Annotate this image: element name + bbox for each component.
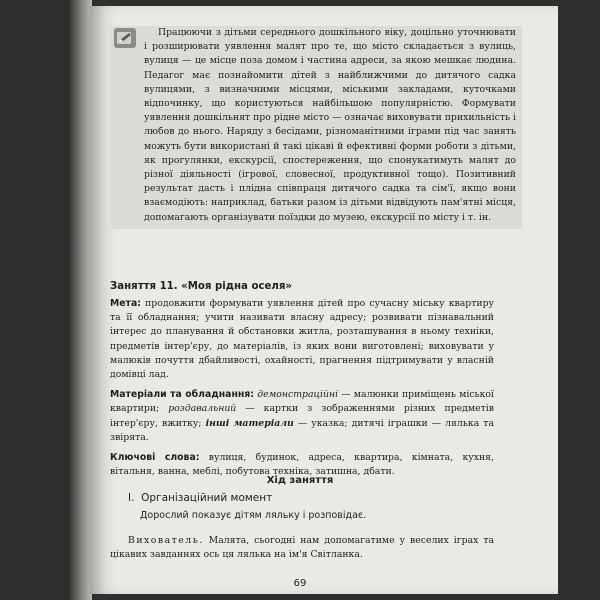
keywords-text: вулиця, будинок, адреса, квартира, кімната, кухня, вітальня, ванна, меблі, побутова техніка, затишна, дбати. xyxy=(110,452,494,478)
other-label: інші матеріали xyxy=(205,417,294,429)
goal-text: продовжити формувати уявлення дітей про сучасну міську квартиру та її обладнання; учити називати власну адресу; розвивати пізнавальний інтерес до планування й обстановки житла, розташування в ньому техніки, предметів інтер'єру, до матеріалів, із яких вони виготовлені; виховувати у малюків почуття дбайливості, охайності, прагнення підтримувати у власній домівці лад. xyxy=(110,298,494,381)
lesson-title: Заняття 11. «Моя рідна оселя» xyxy=(110,281,292,292)
goal-paragraph xyxy=(110,297,494,382)
intro-block xyxy=(110,26,522,229)
materials-paragraph xyxy=(110,388,494,445)
materials-label: Матеріали та обладнання: xyxy=(110,389,254,401)
book-spine-shadow xyxy=(70,0,92,600)
section-number: I. xyxy=(128,492,135,504)
demo-text: — малюнки приміщень міської квартири; xyxy=(110,389,494,415)
dialog-text: Малята, сьогодні нам допомагатиме у веселих іграх та цікавих завданнях ось ця лялька на ім'я Світланка. xyxy=(110,535,494,561)
section-heading xyxy=(128,492,272,504)
dialog-paragraph xyxy=(110,534,494,562)
section-title: Організаційний момент xyxy=(141,492,273,504)
handout-text: — картки з зображеннями різних предметів інтер'єру, вжитку; xyxy=(110,403,494,429)
lesson-details xyxy=(110,297,494,485)
course-heading: Хід заняття xyxy=(266,475,334,486)
handout-label: роздавальний xyxy=(168,403,237,415)
intro-paragraph: Працюючи з дітьми середнього дошкільного віку, доцільно уточнювати і розширювати уявлення малят про те, що місто складається з вулиць, вулиця — це місце поза домом і частина адреси, за якою мешкає людина. Педагог має познайомити дітей з найближчими до дитячого садка вулицями, з визначними місцями, міськими закладами, куточками відпочинку, що користуються найбільшою популярністю. Формувати уявлення дошкільнят про рідне місто — означає виховувати прихильність і любов до нього. Наряду з бесідами, різноманітними іграми під час занять можуть бути використані й такі цікаві й ефективні форми роботи з дітьми, як прогулянки, екскурсії, спостереження, що спонукатимуть малят до різної діяльності (ігрової, словесної, продуктивної тощо). Позитивний результат дасть і плідна співпраця дитячого садка та сім'ї, якщо вони взаємодіють: наприклад, батьки разом із дітьми відвідують пам'ятні місця, допомагають організувати поїздки до музею, екскурсії по місту і т. ін. xyxy=(144,27,516,223)
dialog-block xyxy=(110,534,494,562)
demo-label: демонстраційні xyxy=(257,389,339,401)
other-text: — указка; дитячі іграшки — лялька та звірята. xyxy=(110,417,494,443)
keywords-label: Ключові слова: xyxy=(110,452,200,464)
dialog-speaker: Вихователь. xyxy=(128,535,204,546)
page-number: 69 xyxy=(293,578,307,589)
pencil-note-icon xyxy=(114,28,136,48)
goal-label: Мета: xyxy=(110,298,141,309)
section-text: Дорослий показує дітям ляльку і розповідає. xyxy=(140,510,367,521)
